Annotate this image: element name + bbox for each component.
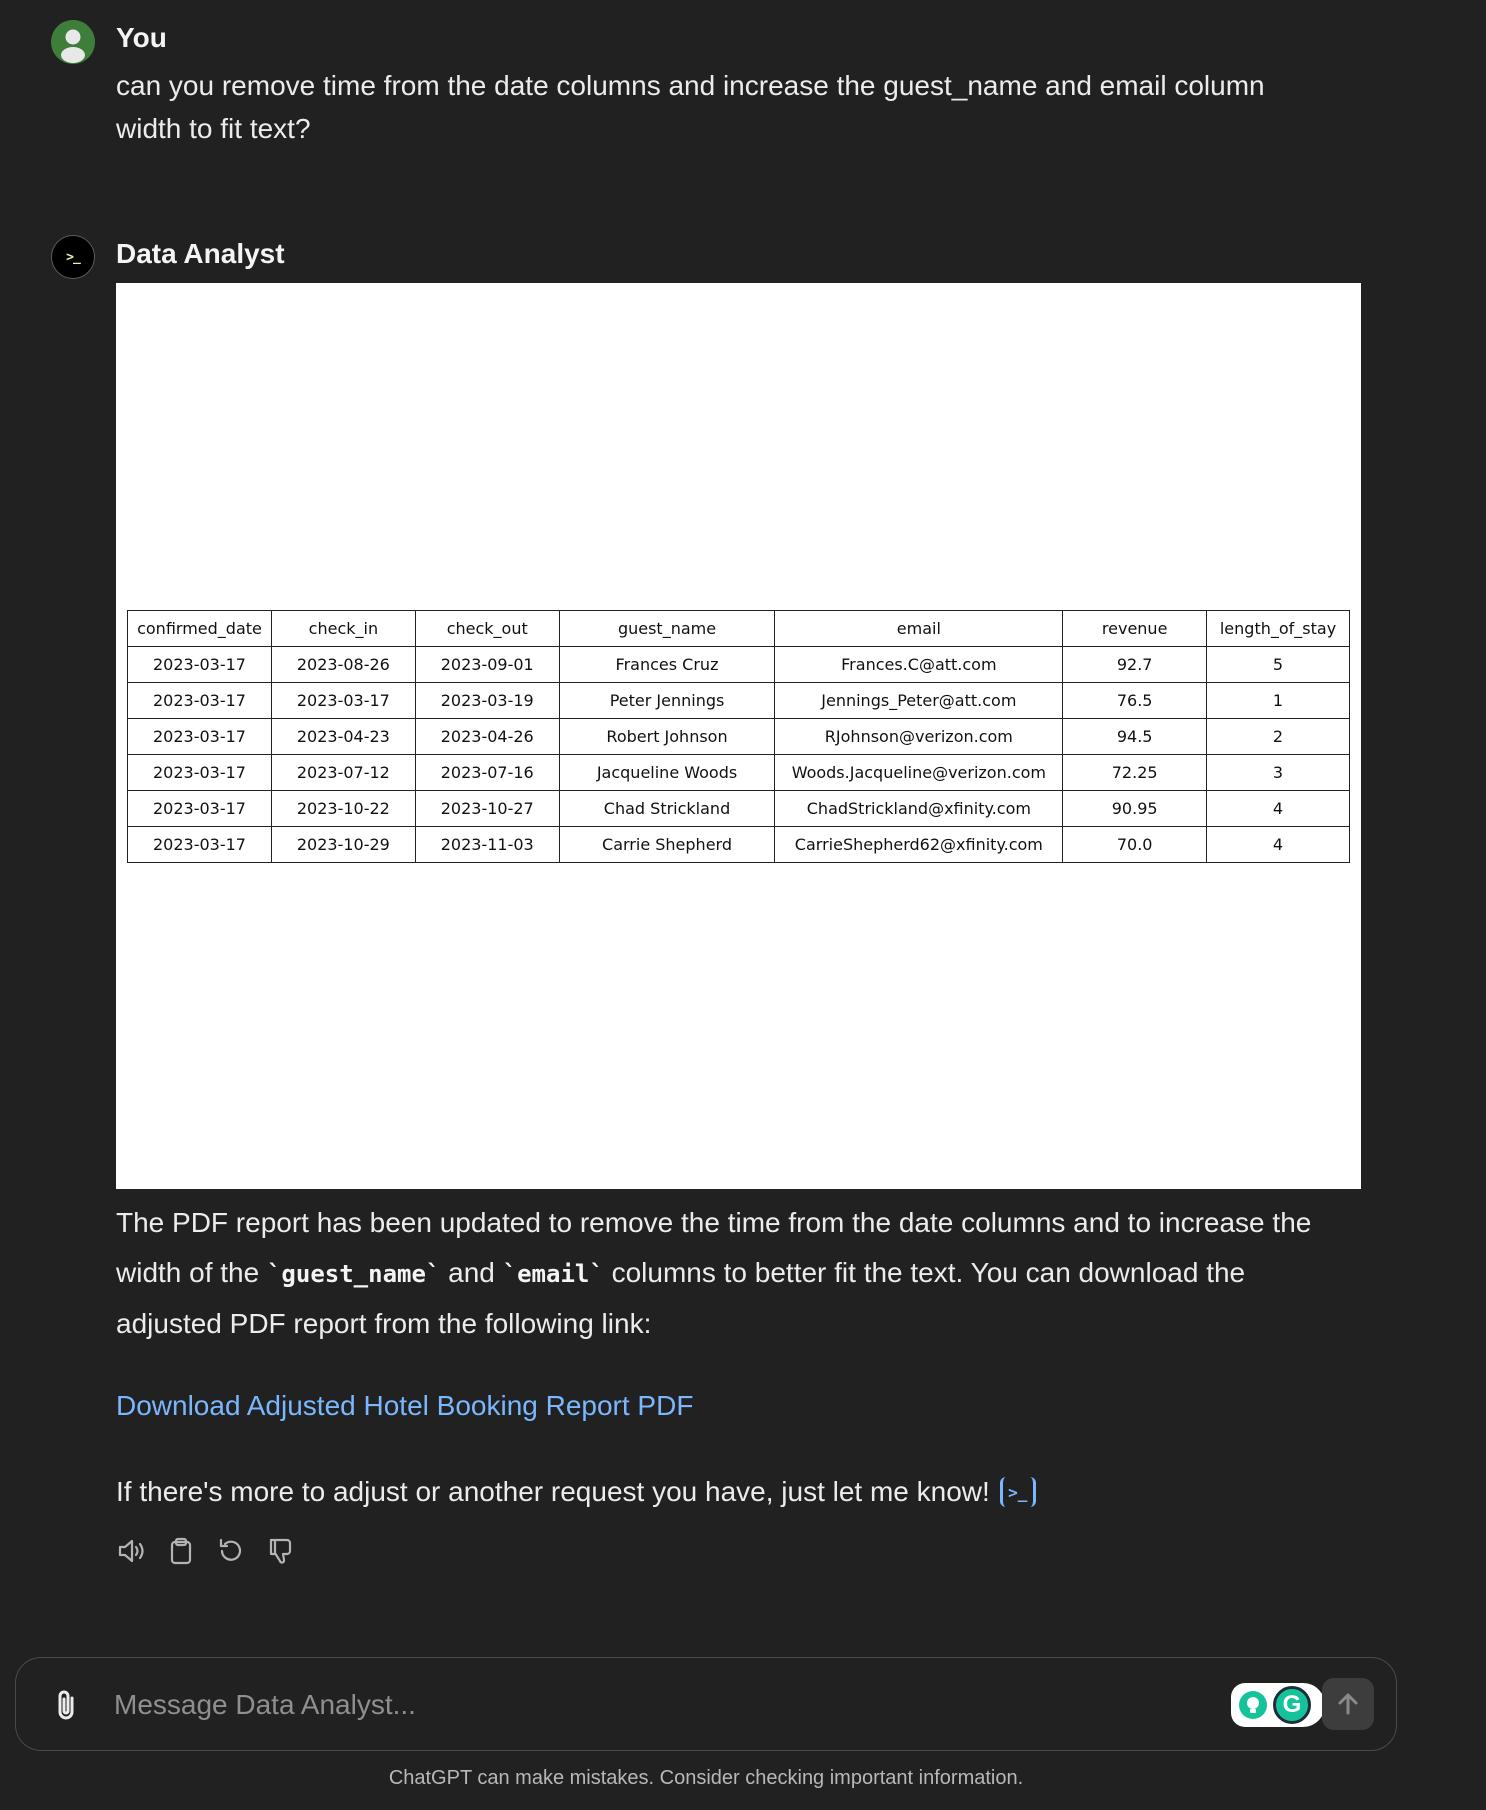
terminal-icon: >_ xyxy=(66,249,80,265)
table-cell: 2023-03-17 xyxy=(128,791,272,827)
table-cell: CarrieShepherd62@xfinity.com xyxy=(775,827,1063,863)
table-cell: 92.7 xyxy=(1063,647,1207,683)
header-confirmed-date: confirmed_date xyxy=(128,611,272,647)
table-cell: 4 xyxy=(1207,791,1350,827)
table-cell: 2023-10-22 xyxy=(271,791,415,827)
closing-text: If there's more to adjust or another request you have, just let me know! xyxy=(116,1476,990,1507)
user-message-text: can you remove time from the date columns and increase the guest_name and email column width to fit text? xyxy=(116,70,1265,144)
data-analyst-avatar xyxy=(51,235,95,279)
table-header-row xyxy=(128,611,1350,647)
view-analysis-icon[interactable]: >_ xyxy=(1000,1477,1036,1507)
table-cell: Frances.C@att.com xyxy=(775,647,1063,683)
table-cell: 76.5 xyxy=(1063,683,1207,719)
header-email: email xyxy=(775,611,1063,647)
table-cell: 2023-03-17 xyxy=(128,755,272,791)
report-preview-image[interactable] xyxy=(116,283,1361,1189)
table-row xyxy=(128,719,1350,755)
response-text: The PDF report has been updated to remove the time from the date columns and to increase the width of the xyxy=(116,1207,1312,1288)
regenerate-icon[interactable] xyxy=(216,1536,246,1566)
send-button[interactable] xyxy=(1322,1678,1374,1730)
speaker-icon[interactable] xyxy=(116,1536,146,1566)
table-cell: 2023-03-17 xyxy=(128,683,272,719)
table-cell: 2023-04-23 xyxy=(271,719,415,755)
table-row xyxy=(128,683,1350,719)
report-table xyxy=(127,610,1350,863)
table-row xyxy=(128,647,1350,683)
table-cell: 2023-09-01 xyxy=(415,647,559,683)
user-author-name: You xyxy=(116,22,167,53)
table-row xyxy=(128,791,1350,827)
message-actions xyxy=(116,1536,296,1566)
message-composer xyxy=(15,1657,1397,1751)
user-avatar xyxy=(51,20,95,64)
table-cell: Woods.Jacqueline@verizon.com xyxy=(775,755,1063,791)
lightbulb-icon[interactable] xyxy=(1239,1691,1267,1719)
table-cell: 2023-03-17 xyxy=(128,647,272,683)
paperclip-icon[interactable] xyxy=(52,1688,84,1724)
table-cell: 1 xyxy=(1207,683,1350,719)
table-cell: Carrie Shepherd xyxy=(559,827,775,863)
assistant-author-name: Data Analyst xyxy=(116,238,285,269)
table-cell: Jennings_Peter@att.com xyxy=(775,683,1063,719)
table-cell: 2023-10-27 xyxy=(415,791,559,827)
clipboard-icon[interactable] xyxy=(166,1536,196,1566)
table-cell: Robert Johnson xyxy=(559,719,775,755)
table-cell: 2023-07-16 xyxy=(415,755,559,791)
table-cell: 70.0 xyxy=(1063,827,1207,863)
inline-code-guest-name: `guest_name` xyxy=(266,1260,441,1288)
table-cell: 2023-04-26 xyxy=(415,719,559,755)
header-length-of-stay: length_of_stay xyxy=(1207,611,1350,647)
table-cell: 2023-11-03 xyxy=(415,827,559,863)
table-cell: RJohnson@verizon.com xyxy=(775,719,1063,755)
response-paragraph xyxy=(116,1198,1356,1349)
table-cell: 2023-07-12 xyxy=(271,755,415,791)
download-report-link[interactable]: Download Adjusted Hotel Booking Report PDF xyxy=(116,1390,694,1421)
response-text: and xyxy=(440,1257,503,1288)
disclaimer-text: ChatGPT can make mistakes. Consider checking important information. xyxy=(388,1767,1024,1789)
table-cell: 2023-03-19 xyxy=(415,683,559,719)
table-cell: 2023-03-17 xyxy=(128,827,272,863)
inline-code-email: `email` xyxy=(502,1260,604,1288)
table-cell: 2023-08-26 xyxy=(271,647,415,683)
table-cell: 4 xyxy=(1207,827,1350,863)
table-row xyxy=(128,755,1350,791)
table-cell: 90.95 xyxy=(1063,791,1207,827)
message-input[interactable] xyxy=(114,1682,1114,1728)
header-revenue: revenue xyxy=(1063,611,1207,647)
response-text: columns to better fit the text. You can download the adjusted PDF report from the following link: xyxy=(116,1257,1246,1339)
table-cell: 2023-10-29 xyxy=(271,827,415,863)
table-row xyxy=(128,827,1350,863)
table-cell: Peter Jennings xyxy=(559,683,775,719)
header-guest-name: guest_name xyxy=(559,611,775,647)
closing-line xyxy=(116,1476,1036,1508)
table-cell: 2 xyxy=(1207,719,1350,755)
user-silhouette-icon xyxy=(51,20,95,64)
table-cell: 2023-03-17 xyxy=(128,719,272,755)
table-cell: 72.25 xyxy=(1063,755,1207,791)
table-cell: 5 xyxy=(1207,647,1350,683)
header-check-in: check_in xyxy=(271,611,415,647)
table-cell: Chad Strickland xyxy=(559,791,775,827)
grammarly-icon[interactable]: G xyxy=(1273,1686,1311,1724)
arrow-up-icon xyxy=(1335,1691,1361,1717)
header-check-out: check_out xyxy=(415,611,559,647)
table-cell: Frances Cruz xyxy=(559,647,775,683)
table-cell: 94.5 xyxy=(1063,719,1207,755)
table-cell: 3 xyxy=(1207,755,1350,791)
table-cell: ChadStrickland@xfinity.com xyxy=(775,791,1063,827)
thumbs-down-icon[interactable] xyxy=(266,1536,296,1566)
grammarly-widget[interactable] xyxy=(1231,1683,1325,1727)
table-cell: 2023-03-17 xyxy=(271,683,415,719)
table-cell: Jacqueline Woods xyxy=(559,755,775,791)
